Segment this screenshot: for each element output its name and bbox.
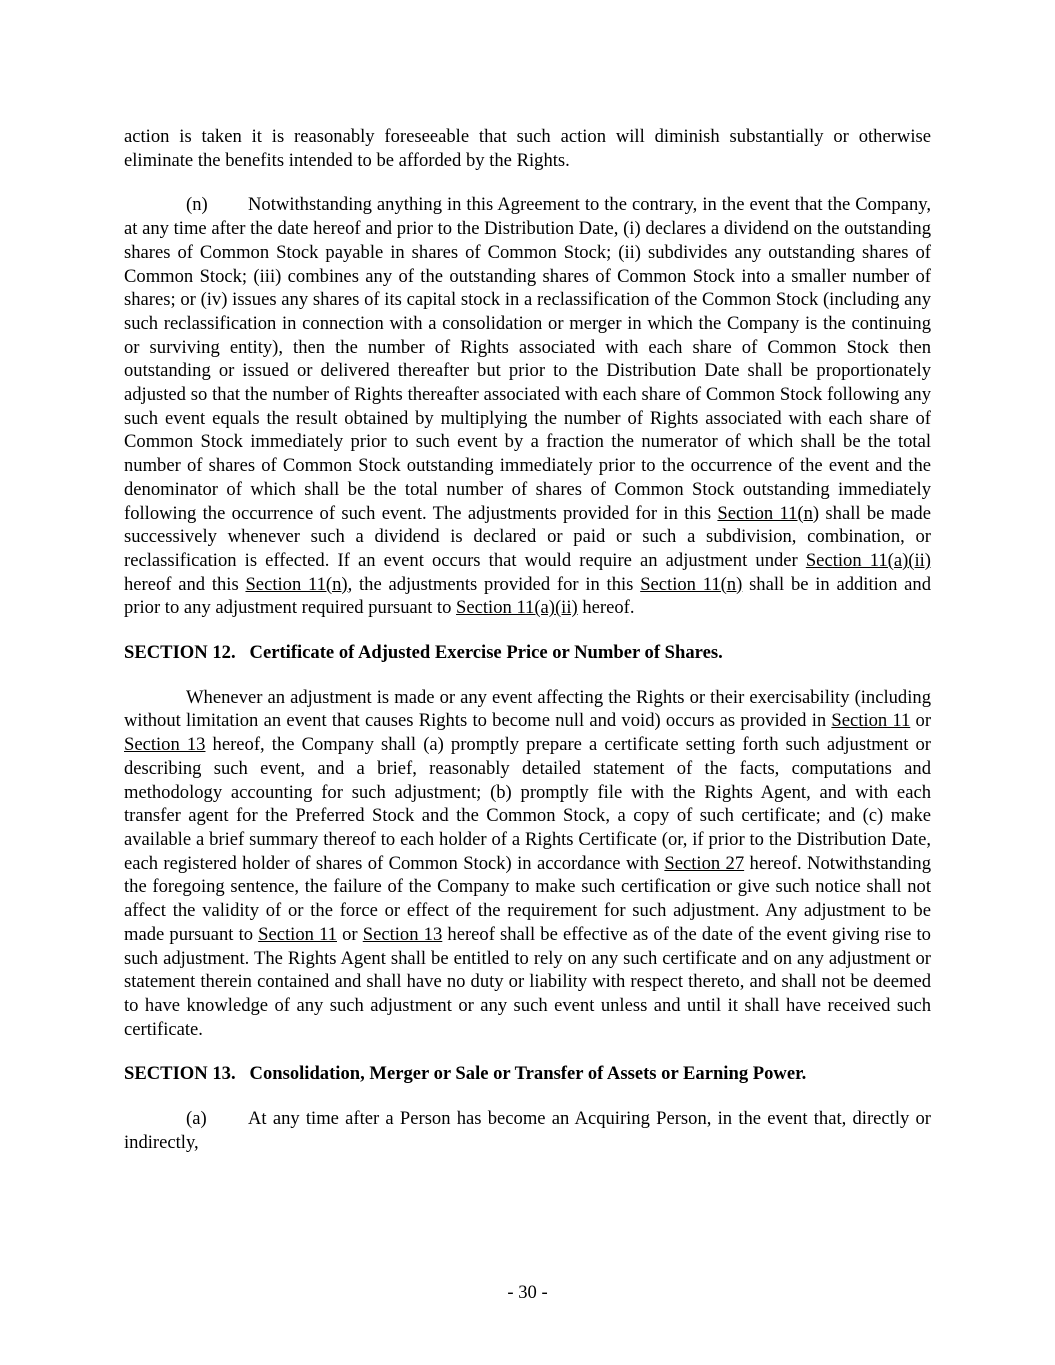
section-12-paragraph — [124, 686, 931, 1042]
section-12-heading: SECTION 12. Certificate of Adjusted Exercise Price or Number of Shares. — [124, 642, 723, 664]
section-reference: Section 11(a)(ii) — [456, 597, 578, 619]
paragraph-text: hereof. Notwithstanding the foregoing sentence, the failure of the Company to make such certification or give such notice shall not affect the validity of or the force or effect of the requirement for such adjustment. Any adjustment to be made pursuant to — [124, 852, 931, 945]
section-reference: Section 11(n) — [245, 573, 348, 595]
section-reference: Section 11(n) — [717, 502, 820, 524]
paragraph-text: hereof shall be effective as of the date of the event giving rise to such adjustment. The Rights Agent shall be entitled to rely on any such certificate and on any adjustment or statement therein contained and shall have no duty or liability with respect thereto, and shall not be deemed to have knowledge of any such adjustment or any such event unless and until it shall have received such certificate. — [124, 923, 931, 1040]
paragraph-continuation — [124, 125, 931, 172]
paragraph-text: At any time after a Person has become an Acquiring Person, in the event that, directly or indirectly, — [124, 1108, 931, 1153]
section-13a-paragraph — [124, 1107, 931, 1154]
section-reference: Section 11(a)(ii) — [805, 549, 931, 571]
paragraph-text: hereof. — [577, 597, 635, 619]
document-page — [124, 125, 931, 1154]
paragraph-text: , the adjustments provided for in this — [347, 573, 641, 595]
item-label: (n) — [186, 194, 208, 216]
paragraph-text: or — [910, 710, 932, 732]
paragraph-11n — [124, 193, 931, 620]
paragraph-text: Notwithstanding anything in this Agreement to the contrary, in the event that the Company, at any time after the date hereof and prior to the Distribution Date, (i) declares a dividend on the outstanding shares of Common Stock payable in shares of Common Stock; (ii) subdivides any outstanding shares of Common Stock; (iii) combines any of the outstanding shares of Common Stock into a smaller number of shares; or (iv) issues any shares of its capital stock in a reclassification of the Common Stock (including any such reclassification in connection with a consolidation or merger in which the Company is the continuing or surviving entity), then the number of Rights associated with each share of Common Stock then outstanding or issued or delivered thereafter but prior to the Distribution Date shall be proportionately adjusted so that the number of Rights thereafter associated with each share of Common Stock following any such event equals the result obtained by multiplying the number of Rights associated with each share of Common Stock immediately prior to such event by a fraction the numerator of which shall be the total number of shares of Common Stock outstanding immediately prior to the occurrence of the event and the denominator of which shall be the total number of shares of Common Stock outstanding immediately following the occurrence of such event. The adjustments provided for in this — [124, 194, 931, 524]
section-reference: Section 13 — [362, 923, 443, 945]
section-reference: Section 11(n) — [640, 573, 743, 595]
paragraph-text: shall be in addition and prior to any adjustment required pursuant to — [124, 573, 932, 619]
paragraph-text: hereof and this — [124, 573, 246, 595]
section-13-heading: SECTION 13. Consolidation, Merger or Sale or Transfer of Assets or Earning Power. — [124, 1063, 807, 1085]
paragraph-text: or — [336, 923, 363, 945]
section-reference: Section 13 — [124, 734, 206, 756]
paragraph-text: action is taken it is reasonably foreseeable that such action will diminish substantially or otherwise eliminate the benefits intended to be afforded by the Rights. — [124, 126, 931, 171]
section-reference: Section 27 — [664, 852, 745, 874]
paragraph-text: shall be made successively whenever such a dividend is declared or paid or such a subdivision, combination, or reclassification is effected. If an event occurs that would require an adjustment under — [124, 502, 931, 571]
section-reference: Section 11 — [831, 710, 911, 732]
item-label: (a) — [186, 1108, 207, 1130]
section-reference: Section 11 — [258, 923, 337, 945]
paragraph-text: Whenever an adjustment is made or any event affecting the Rights or their exercisability (including without limitation an event that causes Rights to become null and void) occurs as provided in — [124, 686, 931, 732]
page-number: - 30 - — [507, 1282, 548, 1303]
paragraph-text: hereof, the Company shall (a) promptly prepare a certificate setting forth such adjustment or describing such event, and a brief, reasonably detailed statement of the facts, computations and methodology accounting for such adjustment; (b) promptly file with the Rights Agent, and with each transfer agent for the Preferred Stock and the Common Stock, a copy of such certificate; and (c) make available a brief summary thereof to each holder of a Rights Certificate (or, if prior to the Distribution Date, each registered holder of shares of Common Stock) in accordance with — [124, 734, 931, 874]
